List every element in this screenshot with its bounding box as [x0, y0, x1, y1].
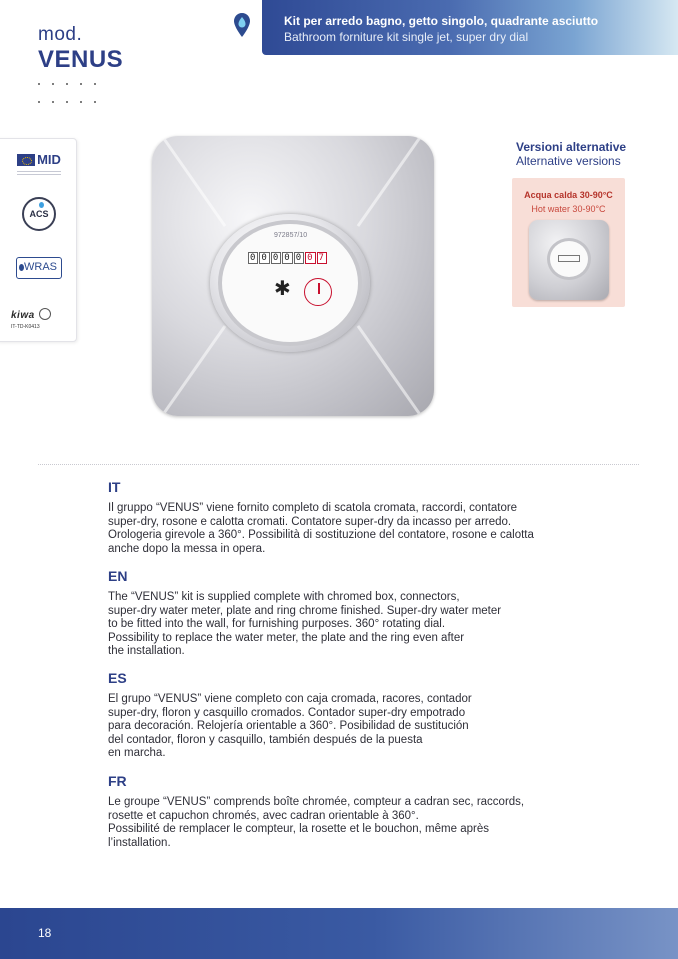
banner-title-en: Bathroom forniture kit single jet, super dry dial: [284, 30, 529, 44]
section-heading-es: ES: [108, 670, 127, 686]
certifications-panel: [0, 138, 77, 342]
water-drop-icon: [39, 202, 44, 208]
section-divider: [38, 464, 639, 465]
product-image: [152, 136, 434, 416]
title-banner: [262, 0, 678, 55]
dial-counter: [248, 252, 328, 264]
section-text-es: El grupo “VENUS” viene completo con caja cromada, racores, contador super-dry, floron y casquillo cromados. Contador super-dry empotrado para decoración. Relojería orientable a 360°. Posibilidad de sustitución del contador, floron y casquillo, también después de la puesta en marcha.: [108, 693, 472, 760]
banner-title-it: Kit per arredo bagno, getto singolo, quadrante asciutto: [284, 14, 599, 28]
dial-digit: 0: [284, 253, 291, 263]
model-name: VENUS: [38, 46, 124, 73]
alternative-product-image: [529, 220, 609, 300]
alternative-label-it: Acqua calda 30-90°C: [524, 190, 613, 200]
alternative-version-card: [512, 178, 625, 307]
kiwa-code: IT-TD-K0413: [11, 324, 40, 330]
section-text-en: The “VENUS” kit is supplied complete with chromed box, connectors, super-dry water meter, plate and ring chrome finished. Super-dry water meter to be fitted into the wall, for furnishing purposes. 360° rotating dial. Possibility to replace the water meter, the plate and the ring even after the installation.: [108, 591, 502, 658]
acs-text: ACS: [29, 209, 49, 219]
page-footer: [0, 908, 678, 959]
acs-logo: [11, 197, 67, 236]
location-pin-icon: [233, 12, 251, 38]
flow-star-icon: ✱: [274, 278, 291, 300]
section-text-fr: Le groupe “VENUS” comprends boîte chromée, compteur a cadran sec, raccords, rosette et capuchon chromés, avec cadran orientable à 360°. Possibilité de remplacer le compteur, la rosette et le bouchon, même après l’installation.: [108, 796, 525, 849]
mid-logo: [11, 151, 67, 175]
mod-label: mod.: [38, 24, 83, 45]
dial-digit: 0: [295, 253, 303, 263]
dial-digit: 0: [307, 253, 314, 263]
dial-gauge-icon: [304, 278, 332, 306]
chrome-plate: [152, 136, 434, 416]
alternatives-title-it: Versioni alternative: [516, 140, 627, 154]
acs-seal-icon: [22, 197, 56, 231]
kiwa-text: kiwa: [11, 310, 35, 321]
dial-digit: 7: [318, 253, 325, 263]
dial-serial: 972857/10: [274, 232, 308, 239]
dial-digit: 0: [250, 253, 257, 263]
section-heading-fr: FR: [108, 773, 127, 789]
section-heading-en: EN: [108, 568, 128, 584]
decorative-dots: [38, 78, 108, 114]
eu-flag-icon: [17, 154, 35, 166]
kiwa-logo: [11, 305, 67, 330]
mid-text: MID: [37, 152, 61, 168]
chrome-ring: [210, 214, 370, 352]
section-text-it: Il gruppo “VENUS” viene fornito completo di scatola cromata, raccordi, contatore super-dry, rosone e calotta cromati. Contatore super-dry da incasso per arredo. Orologeria girevole a 360°. Possibilità di sostituzione del contatore, rosone e calotta anche dopo la messa in opera.: [108, 502, 534, 555]
page-number: 18: [38, 926, 52, 940]
alternative-label-en: Hot water 30-90°C: [531, 204, 606, 214]
wras-logo: [11, 257, 67, 284]
alternatives-title-en: Alternative versions: [516, 154, 621, 168]
section-heading-it: IT: [108, 479, 121, 495]
meter-dial: [218, 220, 362, 346]
dial-digit: 0: [272, 253, 280, 263]
dial-digit: 0: [261, 253, 268, 263]
wras-text: WRAS: [24, 261, 57, 273]
kiwa-seal-icon: [39, 308, 51, 320]
